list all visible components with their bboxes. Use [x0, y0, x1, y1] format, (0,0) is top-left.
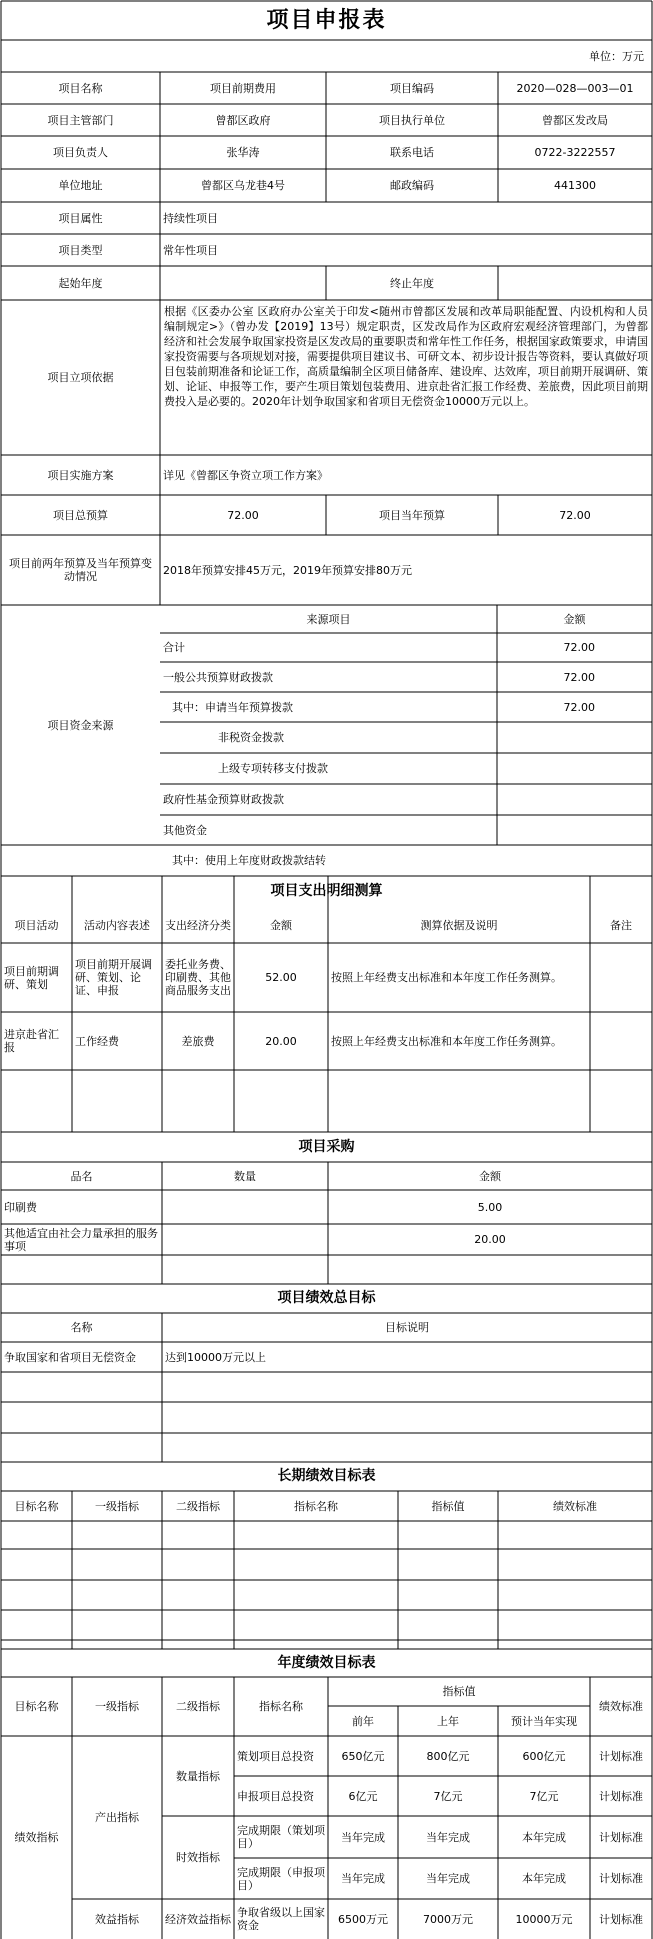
annual-row-name: 完成期限（申报项目） — [237, 1865, 325, 1892]
funding-row-amount — [497, 815, 652, 845]
funding-row-amount — [497, 845, 652, 876]
expense-basis: 按照上年经费支出标准和本年度工作任务测算。 — [331, 971, 562, 984]
funding-row-name: 其他资金 — [163, 823, 207, 837]
annual-row-prev: 当年完成 — [341, 1872, 385, 1885]
annual-subgroup: 经济效益指标 — [165, 1912, 231, 1926]
funding-row-amount: 72.00 — [563, 700, 595, 714]
longterm-header: 一级指标 — [95, 1499, 139, 1513]
postcode-value: 441300 — [554, 179, 596, 192]
expense-activity: 进京赴省汇报 — [4, 1028, 59, 1054]
expense-header: 支出经济分类 — [165, 918, 231, 932]
annual-group: 产出指标 — [95, 1811, 139, 1824]
annual-row-last: 7000万元 — [423, 1912, 473, 1926]
expense-header: 金额 — [270, 918, 292, 932]
procurement-qty — [162, 1224, 328, 1255]
annual-row-last: 当年完成 — [426, 1872, 470, 1885]
funding-row-amount: 72.00 — [563, 641, 595, 654]
postcode-label: 邮政编码 — [390, 179, 434, 192]
funding-row-name: 政府性基金预算财政拨款 — [163, 793, 284, 806]
funding-row-name: 一般公共预算财政拨款 — [163, 670, 273, 684]
annual-row-expected: 10000万元 — [515, 1912, 573, 1926]
year-budget-label: 项目当年预算 — [379, 508, 445, 522]
longterm-header: 目标名称 — [14, 1499, 59, 1513]
funding-col-source: 来源项目 — [306, 612, 351, 626]
annual-row-expected: 本年完成 — [522, 1872, 566, 1885]
start-label: 起始年度 — [58, 276, 103, 290]
longterm-header: 绩效标准 — [553, 1499, 597, 1513]
annual-row-standard: 计划标准 — [599, 1872, 643, 1885]
longterm-header: 二级指标 — [176, 1499, 220, 1513]
end-label: 终止年度 — [390, 276, 434, 290]
annual-header-prev: 前年 — [352, 1714, 374, 1728]
annual-subgroup: 数量指标 — [176, 1769, 220, 1783]
annual-header-level1: 一级指标 — [95, 1700, 139, 1713]
annual-row-last: 800亿元 — [426, 1749, 470, 1763]
funding-row-name: 其中：申请当年预算拨款 — [172, 700, 293, 714]
annual-header-target: 目标名称 — [14, 1700, 59, 1713]
year-budget-value: 72.00 — [559, 508, 591, 522]
plan-label: 项目实施方案 — [47, 468, 114, 482]
annual-header-name: 指标名称 — [259, 1700, 303, 1713]
annual-group: 效益指标 — [95, 1912, 139, 1926]
funding-row-amount: 72.00 — [563, 670, 595, 684]
form-title: 项目申报表 — [266, 8, 387, 33]
address-value: 曾都区乌龙巷4号 — [201, 179, 285, 192]
annual-row-prev: 6500万元 — [338, 1912, 388, 1926]
expense-header: 测算依据及说明 — [420, 918, 498, 932]
leader-value: 张华涛 — [226, 146, 260, 159]
exec-value: 曾都区发改局 — [542, 113, 608, 127]
start-value — [160, 266, 326, 300]
procurement-header: 数量 — [234, 1169, 256, 1183]
expense-content: 工作经费 — [75, 1034, 119, 1048]
overall-name: 争取国家和省项目无偿资金 — [4, 1350, 136, 1364]
type-value: 常年性项目 — [163, 243, 218, 257]
plan-value: 详见《曾都区争资立项工作方案》 — [163, 468, 328, 482]
funding-col-amount: 金额 — [563, 612, 586, 626]
project-code-label: 项目编码 — [390, 81, 434, 95]
end-value — [498, 266, 652, 300]
annual-row-expected: 7亿元 — [529, 1789, 559, 1803]
overall-header: 目标说明 — [385, 1321, 429, 1334]
expense-note — [590, 943, 652, 1012]
annual-header-standard: 绩效标准 — [599, 1700, 643, 1713]
exec-label: 项目执行单位 — [379, 113, 445, 127]
history-label: 项目前两年预算及当年预算变动情况 — [9, 557, 152, 583]
expense-category: 委托业务费、印刷费、其他商品服务支出 — [165, 958, 231, 997]
expense-activity: 项目前期调研、策划 — [4, 964, 59, 991]
expense-amount: 20.00 — [265, 1034, 297, 1048]
annual-header-last: 上年 — [437, 1714, 459, 1728]
annual-header-value: 指标值 — [442, 1685, 476, 1698]
funding-row-amount — [497, 784, 652, 815]
funding-row-amount — [497, 722, 652, 753]
overall-section-title: 项目绩效总目标 — [277, 1290, 376, 1306]
unit-label: 单位：万元 — [589, 49, 644, 63]
basis-label: 项目立项依据 — [47, 371, 114, 384]
phone-label: 联系电话 — [390, 146, 434, 159]
funding-label: 项目资金来源 — [47, 718, 114, 732]
expense-amount: 52.00 — [265, 971, 297, 984]
budget-value: 72.00 — [227, 508, 259, 522]
longterm-header: 指标值 — [431, 1499, 465, 1513]
annual-row-last: 7亿元 — [433, 1789, 463, 1803]
funding-row-name: 合计 — [163, 641, 185, 654]
leader-label: 项目负责人 — [53, 146, 108, 159]
history-value: 2018年预算安排45万元，2019年预算安排80万元 — [163, 563, 412, 577]
expense-content: 项目前期开展调研、策划、论证、申报 — [75, 958, 152, 997]
project-name-label: 项目名称 — [58, 81, 103, 95]
annual-target-name: 绩效指标 — [14, 1831, 59, 1844]
annual-section-title: 年度绩效目标表 — [277, 1654, 376, 1671]
expense-header: 备注 — [610, 918, 632, 932]
funding-row-name: 非税资金拨款 — [218, 731, 284, 744]
annual-row-standard: 计划标准 — [599, 1830, 643, 1844]
project-code-value: 2020—028—003—01 — [516, 81, 634, 95]
expense-section-title: 项目支出明细测算 — [270, 883, 383, 899]
dept-label: 项目主管部门 — [47, 113, 114, 127]
funding-row-name: 上级专项转移支付拨款 — [218, 762, 328, 775]
procurement-name: 印刷费 — [4, 1200, 37, 1214]
budget-label: 项目总预算 — [53, 508, 108, 522]
annual-row-standard: 计划标准 — [599, 1789, 643, 1803]
procurement-qty — [162, 1190, 328, 1224]
annual-header-expected: 预计当年实现 — [511, 1714, 577, 1728]
procurement-header: 品名 — [70, 1169, 93, 1183]
basis-text: 根据《区委办公室 区政府办公室关于印发<随州市曾都区发展和改革局职能配置、内设机构和人员编制规定>》（曾办发【2019】13号）规定职责，区发改局作为区政府宏观经济管理部门，为曾都经济和社会发展争取国家投资是区发改局的重要职责和常年性工作任务，根据国家政策要求，申请国家投资需要与各项规划对接，需要提供项目建议书、可研文本、初步设计报告等资料，要认真做好项目包装前期准备和论证工作，高质量编制全区项目储备库、建设库、达效库，项目前期开展调研、策划、论证、申报等工作，要产生项目策划包装费用、进京赴省汇报工作经费、差旅费，因此项目前期费投入是必要的。2020年计划争取国家和省项目无偿资金10000万元以上。 — [164, 305, 648, 408]
dept-value: 曾都区政府 — [215, 113, 271, 127]
procurement-amount: 20.00 — [474, 1233, 506, 1246]
expense-category: 差旅费 — [181, 1034, 215, 1048]
address-label: 单位地址 — [58, 179, 103, 192]
attr-value: 持续性项目 — [163, 211, 218, 225]
project-name-value: 项目前期费用 — [210, 81, 276, 95]
annual-row-prev: 650亿元 — [341, 1749, 385, 1763]
longterm-header: 指标名称 — [294, 1499, 338, 1513]
expense-header: 活动内容表述 — [84, 918, 150, 932]
overall-desc: 达到10000万元以上 — [165, 1350, 266, 1364]
annual-row-name: 完成期限（策划项目） — [237, 1824, 325, 1850]
overall-header: 名称 — [70, 1321, 93, 1334]
annual-subgroup: 时效指标 — [176, 1851, 220, 1864]
expense-basis: 按照上年经费支出标准和本年度工作任务测算。 — [331, 1034, 562, 1048]
attr-label: 项目属性 — [58, 211, 103, 225]
procurement-section-title: 项目采购 — [298, 1138, 355, 1155]
annual-row-name: 申报项目总投资 — [237, 1789, 314, 1803]
expense-note — [590, 1012, 652, 1070]
procurement-amount: 5.00 — [477, 1200, 503, 1214]
annual-header-level2: 二级指标 — [176, 1700, 220, 1713]
annual-row-name: 策划项目总投资 — [237, 1749, 314, 1763]
annual-row-last: 当年完成 — [426, 1830, 470, 1844]
funding-row-amount — [497, 753, 652, 784]
procurement-header: 金额 — [479, 1169, 501, 1183]
annual-row-expected: 本年完成 — [522, 1830, 566, 1844]
type-label: 项目类型 — [58, 243, 103, 257]
annual-row-prev: 6亿元 — [348, 1789, 378, 1803]
annual-row-prev: 当年完成 — [341, 1830, 385, 1844]
phone-value: 0722-3222557 — [534, 146, 616, 159]
longterm-section-title: 长期绩效目标表 — [277, 1468, 376, 1484]
funding-row-name: 其中：使用上年度财政拨款结转 — [172, 854, 326, 867]
expense-header: 项目活动 — [14, 918, 59, 932]
annual-row-expected: 600亿元 — [522, 1749, 566, 1763]
procurement-name: 其他适宜由社会力量承担的服务事项 — [4, 1226, 158, 1253]
annual-row-standard: 计划标准 — [599, 1912, 643, 1926]
annual-row-name: 争取省级以上国家资金 — [237, 1906, 325, 1932]
annual-row-standard: 计划标准 — [599, 1749, 643, 1763]
